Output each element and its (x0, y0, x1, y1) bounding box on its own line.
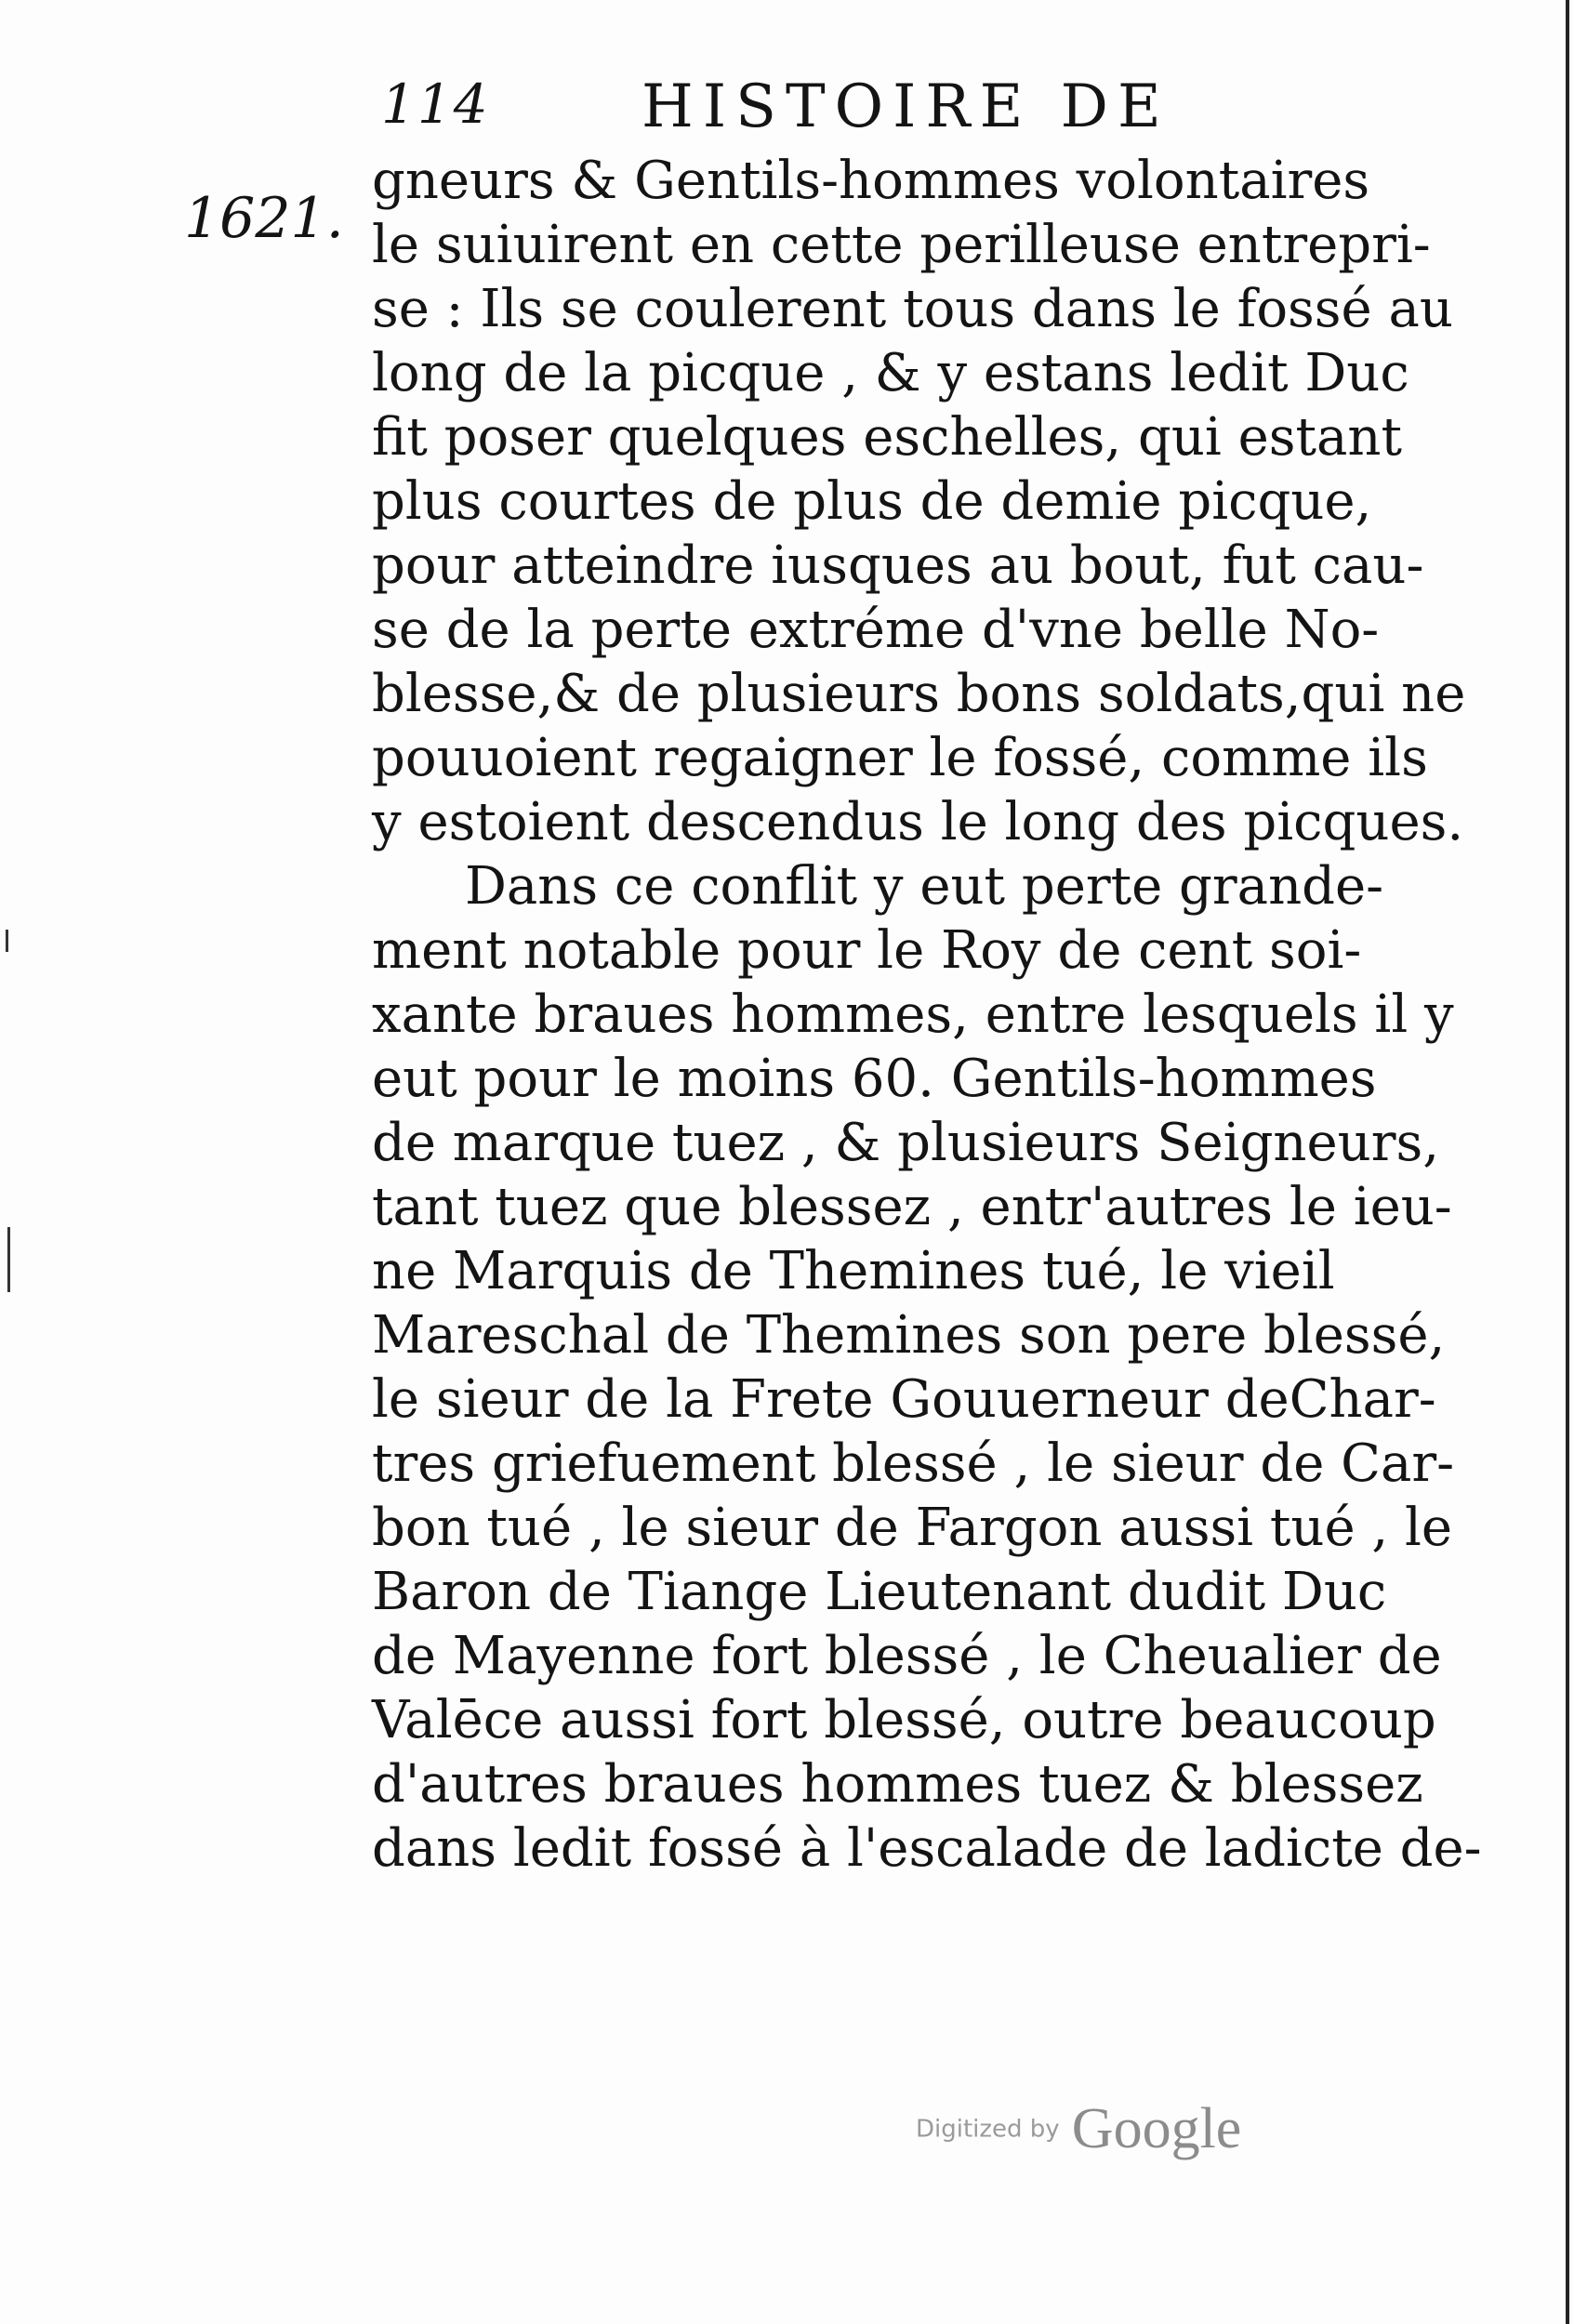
text-line: de marque tuez , & plusieurs Seigneurs, (372, 1113, 1439, 1173)
text-line: long de la picque , & y estans ledit Duc (372, 343, 1409, 403)
text-line: Baron de Tiange Lieutenant dudit Duc (372, 1562, 1387, 1622)
scan-speck (6, 930, 8, 952)
page-edge-shadow (1566, 0, 1569, 2324)
text-line: d'autres braues hommes tuez & blessez (372, 1754, 1423, 1815)
scan-speck (7, 1227, 10, 1292)
text-line: xante braues hommes, entre lesquels il y (372, 984, 1454, 1045)
text-line: bon tué , le sieur de Fargon aussi tué , le (372, 1498, 1453, 1558)
text-line: tres griefuement blessé , le sieur de Car- (372, 1433, 1455, 1494)
text-line: Valēce aussi fort blessé, outre beaucoup (372, 1690, 1436, 1750)
text-line: dans ledit fossé à l'escalade de ladicte de- (372, 1818, 1482, 1879)
text-line: de Mayenne fort blessé , le Cheualier de (372, 1626, 1442, 1686)
digitized-by-google-watermark (916, 2096, 1241, 2162)
digitized-by-label: Digitized by (916, 2115, 1060, 2144)
paragraph-start-line: Dans ce conflit y eut perte grande- (465, 856, 1384, 917)
text-line: ne Marquis de Themines tué, le vieil (372, 1241, 1335, 1301)
text-line: le suiuirent en cette perilleuse entrepri- (372, 215, 1431, 275)
text-line: eut pour le moins 60. Gentils-hommes (372, 1049, 1377, 1109)
page-number: 114 (381, 73, 490, 136)
text-line: Mareschal de Themines son pere blessé, (372, 1305, 1446, 1366)
text-line: fit poser quelques eschelles, qui estant (372, 407, 1402, 468)
text-line: tant tuez que blessez , entr'autres le ieu- (372, 1177, 1452, 1237)
text-line: gneurs & Gentils-hommes volontaires (372, 151, 1370, 211)
text-line: se : Ils se coulerent tous dans le fossé au (372, 279, 1453, 339)
margin-year-note: 1621. (184, 186, 344, 251)
text-line: plus courtes de plus de demie picque, (372, 471, 1372, 532)
body-text (372, 149, 1482, 1881)
text-line: pour atteindre iusques au bout, fut cau- (372, 535, 1424, 596)
running-head: HISTOIRE DE (642, 73, 1171, 141)
text-line: blesse,& de plusieurs bons soldats,qui ne (372, 664, 1466, 724)
text-line: pouuoient regaigner le fossé, comme ils (372, 728, 1428, 788)
google-logo: Google (1071, 2097, 1242, 2160)
text-line: y estoient descendus le long des picques. (372, 792, 1464, 852)
text-line: se de la perte extréme d'vne belle No- (372, 600, 1380, 660)
text-line: le sieur de la Frete Gouuerneur deChar- (372, 1369, 1436, 1430)
text-line: ment notable pour le Roy de cent soi- (372, 920, 1362, 981)
